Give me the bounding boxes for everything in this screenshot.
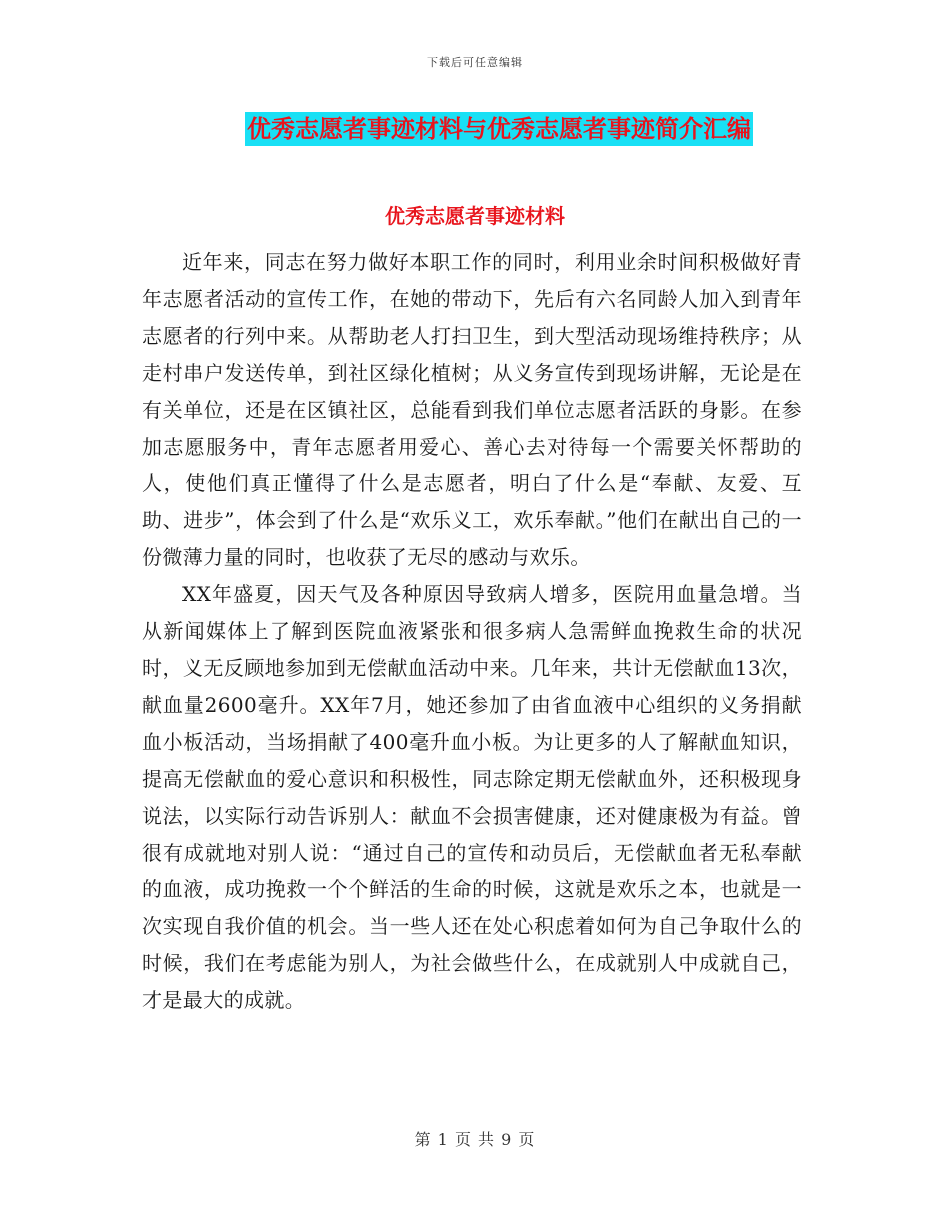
- paragraph: 近年来，同志在努力做好本职工作的同时，利用业余时间积极做好青年志愿者活动的宣传工作，在她的带动下，先后有六名同龄人加入到青年志愿者的行列中来。从帮助老人打扫卫生，到大型活动现场维持秩序；从走村串户发送传单，到社区绿化植树；从义务宣传到现场讲解，无论是在有关单位，还是在区镇社区，总能看到我们单位志愿者活跃的身影。在参加志愿服务中，青年志愿者用爱心、善心去对待每一个需要关怀帮助的人，使他们真正懂得了什么是志愿者，明白了什么是“奉献、友爱、互助、进步”，体会到了什么是“欢乐义工，欢乐奉献。”他们在献出自己的一份微薄力量的同时，也收获了无尽的感动与欢乐。: [142, 250, 802, 570]
- body-text: [142, 244, 802, 1019]
- section-title: 优秀志愿者事迹材料: [385, 204, 565, 228]
- main-title-container: [0, 112, 950, 146]
- paragraph: XX年盛夏，因天气及各种原因导致病人增多，医院用血量急增。当从新闻媒体上了解到医院血液紧张和很多病人急需鲜血挽救生命的状况时，义无反顾地参加到无偿献血活动中来。几年来，共计无偿献血13次，献血量2600毫升。XX年7月，她还参加了由省血液中心组织的义务捐献血小板活动，当场捐献了400毫升血小板。为让更多的人了解献血知识，提高无偿献血的爱心意识和积极性，同志除定期无偿献血外，还积极现身说法，以实际行动告诉别人：献血不会损害健康，还对健康极为有益。曾很有成就地对别人说：“通过自己的宣传和动员后，无偿献血者无私奉献的血液，成功挽救一个个鲜活的生命的时候，这就是欢乐之本，也就是一次实现自我价值的机会。当一些人还在处心积虑着如何为自己争取什么的时候，我们在考虑能为别人，为社会做些什么，在成就别人中成就自己，才是最大的成就。: [142, 582, 802, 1013]
- main-title: 优秀志愿者事迹材料与优秀志愿者事迹简介汇编: [245, 112, 753, 146]
- header-note: 下载后可任意编辑: [427, 56, 523, 69]
- page-number-footer: 第 1 页 共 9 页: [414, 1130, 536, 1149]
